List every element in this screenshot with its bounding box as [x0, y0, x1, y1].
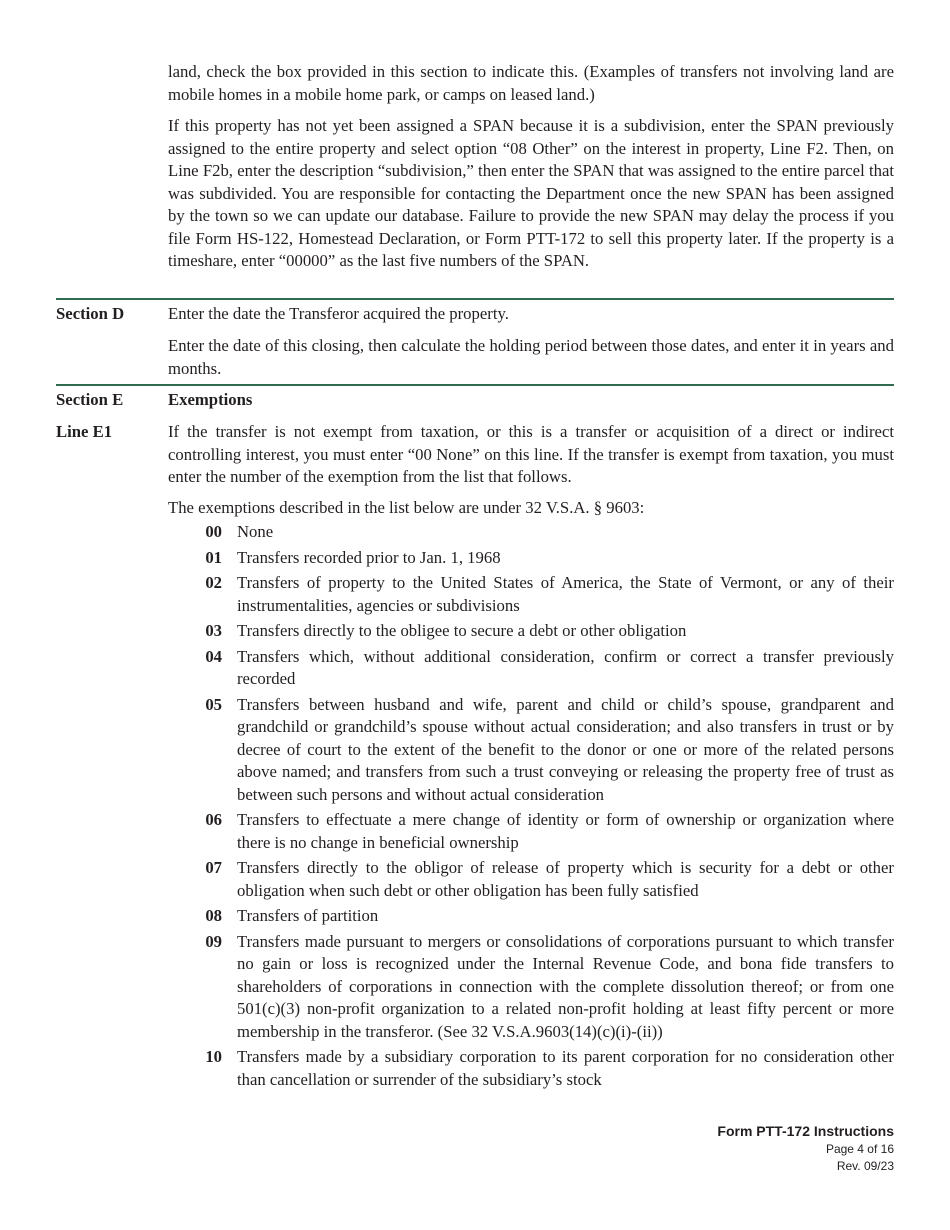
exemptions-list [168, 521, 894, 1094]
exemption-text: None [237, 522, 274, 541]
exemption-number: 09 [205, 931, 222, 951]
exemption-text: Transfers to effectuate a mere change of identity or form of ownership or organization where there is no change in beneficial ownership [237, 810, 894, 852]
page-footer [717, 1121, 894, 1175]
exemption-text: Transfers of partition [237, 906, 379, 925]
exemptions-intro: The exemptions described in the list below are under 32 V.S.A. § 9603: [168, 498, 645, 517]
exemption-text: Transfers of property to the United States of America, the State of Vermont, or any of their instrumentalities, agencies or subdivisions [237, 573, 894, 615]
section-divider [56, 384, 894, 386]
exemption-item [168, 620, 894, 643]
exemption-text: Transfers recorded prior to Jan. 1, 1968 [237, 547, 501, 567]
exemption-item [168, 547, 894, 570]
exemption-number: 03 [205, 621, 222, 640]
exemption-number: 02 [205, 573, 222, 592]
exemption-text: Transfers directly to the obligee to secure a debt or other obligation [237, 621, 687, 640]
exemption-item [168, 521, 894, 544]
exemption-item [168, 931, 894, 1044]
exemption-item [168, 572, 894, 617]
section-d-paragraph-1: Enter the date the Transferor acquired the property. [168, 304, 509, 323]
exemption-text: Transfers which, without additional consideration, confirm or correct a transfer previously recorded [237, 646, 894, 688]
exemption-number: 00 [205, 522, 222, 541]
exemption-number: 04 [205, 646, 222, 666]
section-d-label: Section D [56, 304, 125, 323]
footer-revision: Rev. 09/23 [836, 1159, 894, 1173]
exemption-item [168, 905, 894, 928]
exemption-item [168, 694, 894, 807]
exemption-number: 06 [205, 810, 222, 829]
section-c-paragraph-2: If this property has not yet been assigned a SPAN because it is a subdivision, enter the SPAN previously assigned to the entire property and select option “08 Other” on the interest in property, Line F2. Then, on Line F2b, enter the description “subdivision,” then enter the SPAN that was assigned to the entire parcel that was subdivided. You are responsible for contacting the Department once the new SPAN has been assigned by the town so we can update our database. Failure to provide the new SPAN may delay the process if you file Form HS-122, Homestead Declaration, or Form PTT-172 to sell this property later. If the property is a timeshare, enter “00000” as the last five numbers of the SPAN. [168, 116, 894, 270]
footer-page-number: Page 4 of 16 [825, 1142, 894, 1156]
exemption-number: 01 [205, 547, 222, 567]
exemption-text: Transfers directly to the obligor of release of property which is security for a debt or other obligation when such debt or other obligation has been fully satisfied [237, 858, 894, 900]
section-d-paragraph-2: Enter the date of this closing, then calculate the holding period between those dates, and enter it in years and months. [168, 336, 894, 378]
exemption-number: 08 [205, 906, 222, 925]
section-divider [56, 298, 894, 300]
exemption-text: Transfers made by a subsidiary corporation to its parent corporation for no consideration other than cancellation or surrender of the subsidiary’s stock [237, 1047, 894, 1089]
section-c-paragraph-1: land, check the box provided in this section to indicate this. (Examples of transfers not involving land are mobile homes in a mobile home park, or camps on leased land.) [168, 62, 894, 104]
exemption-number: 07 [205, 858, 222, 877]
exemption-item [168, 809, 894, 854]
exemption-number: 05 [205, 694, 222, 714]
exemption-text: Transfers made pursuant to mergers or consolidations of corporations pursuant to which transfer no gain or loss is recognized under the Internal Revenue Code, and bona fide transfers to shareholders of corporations in connection with the complete dissolution thereof; or from one 501(c)(3) non-profit organization to a related non-profit holding at least fifty percent or more membership in the transferor. (See 32 V.S.A.9603(14)(c)(i)-(ii)) [237, 931, 894, 1041]
exemption-item [168, 857, 894, 902]
exemption-number: 10 [205, 1047, 222, 1066]
line-e1-instructions: If the transfer is not exempt from taxation, or this is a transfer or acquisition of a direct or indirect controlling interest, you must enter “00 None” on this line. If the transfer is exempt from taxation, you must enter the number of the exemption from the list that follows. [168, 422, 894, 486]
exemption-item [168, 1046, 894, 1091]
footer-form-title: Form PTT-172 Instructions [717, 1123, 894, 1139]
section-e-label: Section E [56, 390, 124, 409]
exemption-text: Transfers between husband and wife, parent and child or child’s spouse, grandparent and grandchild or grandchild’s spouse without actual consideration; and also transfers in trust or by decree of court to the extent of the benefit to the donor or one or more of the related persons above named; and transfers from such a trust conveying or releasing the property free of trust as between such persons and without actual consideration [237, 694, 894, 804]
exemption-item [168, 646, 894, 691]
section-e-title: Exemptions [168, 390, 253, 409]
line-e1-label: Line E1 [56, 422, 113, 441]
